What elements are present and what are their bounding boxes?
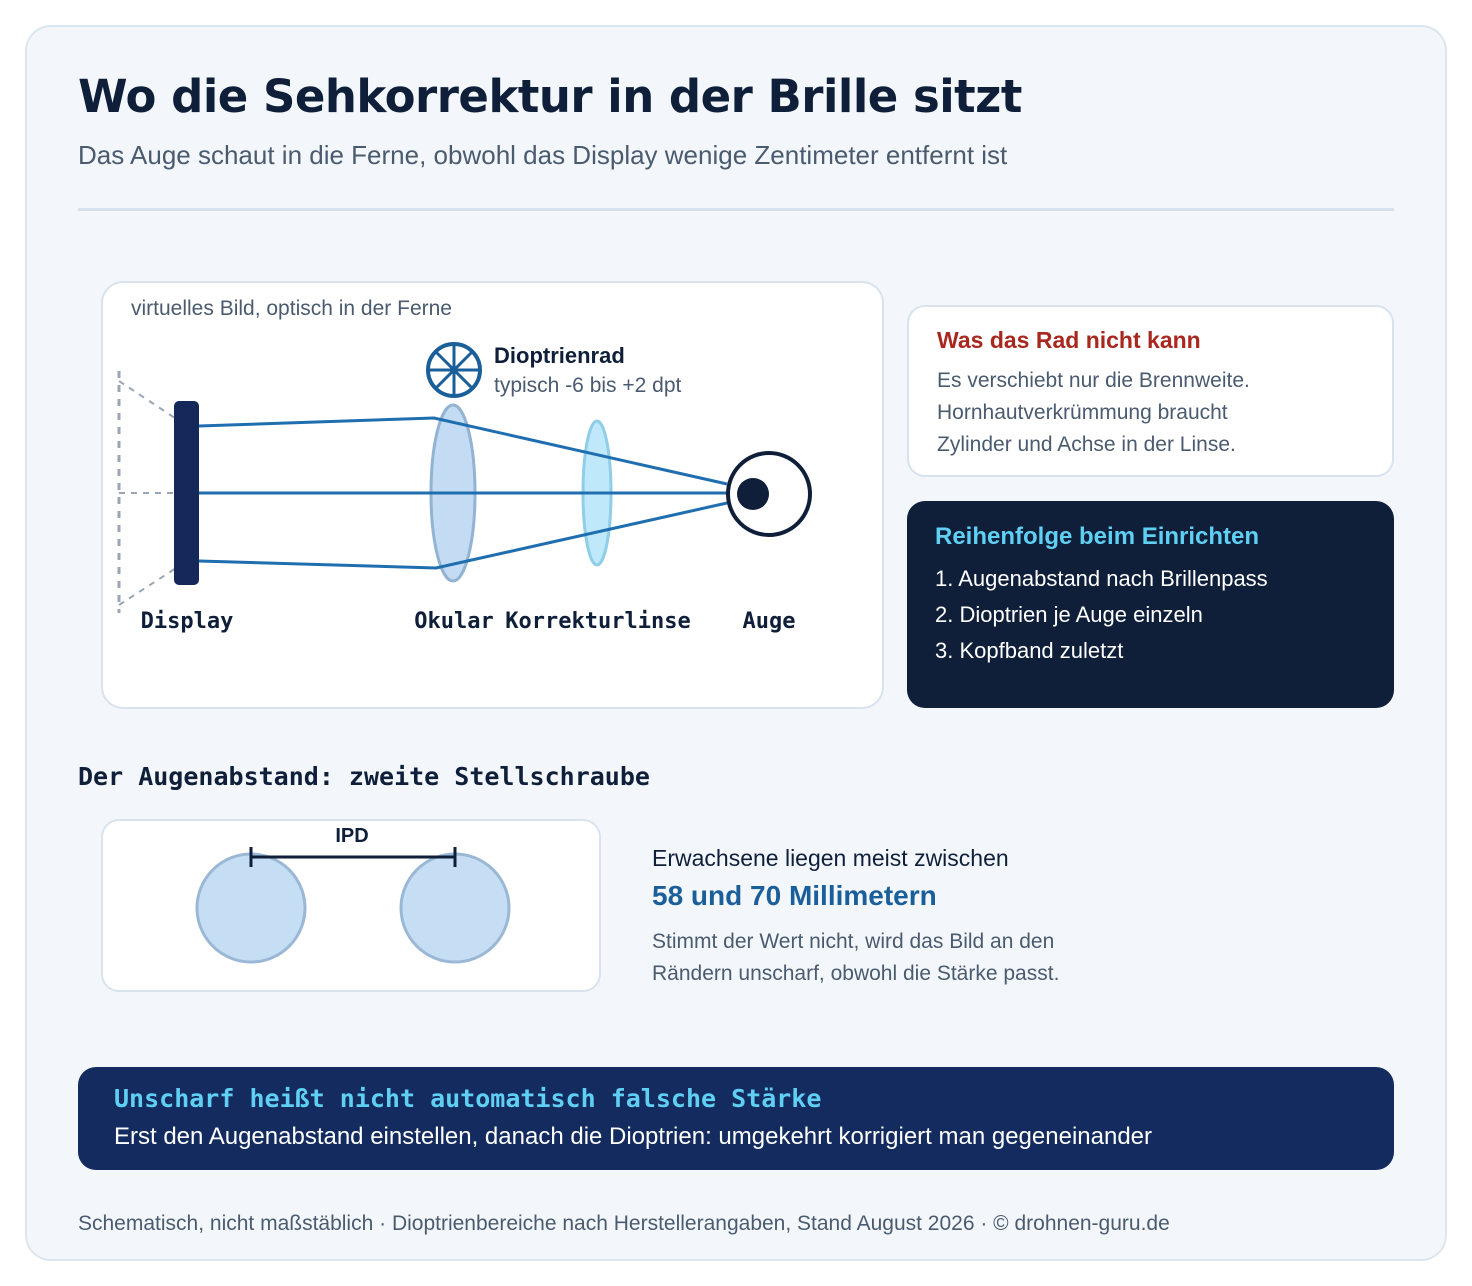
header-divider (78, 208, 1394, 211)
wheel-title: Dioptrienrad (494, 343, 625, 368)
limitation-note (907, 305, 1394, 477)
ipd-diagram (101, 819, 601, 992)
footer-note: Schematisch, nicht maßstäblich · Dioptrienbereiche nach Herstellerangaben, Stand August 2026 · © drohnen-guru.de (78, 1212, 1170, 1235)
ipd-range: 58 und 70 Millimetern (652, 880, 937, 911)
tip-banner (78, 1067, 1394, 1170)
banner-text: Erst den Augenabstand einstellen, danach die Dioptrien: umgekehrt korrigiert man gegeneinander (114, 1123, 1152, 1150)
right-eye-lens (401, 854, 509, 962)
page-title: Wo die Sehkorrektur in der Brille sitzt (78, 70, 1022, 123)
optical-path-diagram (101, 281, 884, 709)
pupil (737, 478, 769, 510)
banner-title: Unscharf heißt nicht automatisch falsche Stärke (114, 1084, 822, 1113)
ipd-note-line: Stimmt der Wert nicht, wird das Bild an den (652, 930, 1055, 953)
wheel-range: typisch -6 bis +2 dpt (494, 374, 682, 397)
page-subtitle: Das Auge schaut in die Ferne, obwohl das Display wenige Zentimeter entfernt ist (78, 140, 1008, 170)
limitation-line: Hornhautverkrümmung braucht (937, 401, 1228, 424)
limitation-line: Zylinder und Achse in der Linse. (937, 433, 1236, 456)
ipd-intro: Erwachsene liegen meist zwischen (652, 845, 1009, 871)
display-panel (174, 401, 199, 585)
ipd-note-line: Rändern unscharf, obwohl die Stärke passt. (652, 962, 1060, 985)
ipd-section-title: Der Augenabstand: zweite Stellschraube (78, 762, 650, 791)
ipd-label: IPD (335, 825, 369, 847)
setup-order-title: Reihenfolge beim Einrichten (935, 523, 1260, 550)
correction-lens-label: Korrekturlinse (505, 609, 691, 634)
setup-step: 1. Augenabstand nach Brillenpass (935, 566, 1268, 591)
setup-step: 2. Dioptrien je Auge einzeln (935, 602, 1203, 627)
setup-order-box (907, 501, 1394, 708)
display-label: Display (140, 609, 234, 634)
eye-label: Auge (742, 609, 796, 634)
ocular-label: Okular (414, 609, 494, 634)
limitation-line: Es verschiebt nur die Brennweite. (937, 369, 1250, 392)
virtual-image-label: virtuelles Bild, optisch in der Ferne (131, 297, 452, 320)
setup-step: 3. Kopfband zuletzt (935, 638, 1124, 663)
wheel-icon (428, 344, 480, 396)
limitation-title: Was das Rad nicht kann (937, 327, 1201, 353)
left-eye-lens (197, 854, 305, 962)
